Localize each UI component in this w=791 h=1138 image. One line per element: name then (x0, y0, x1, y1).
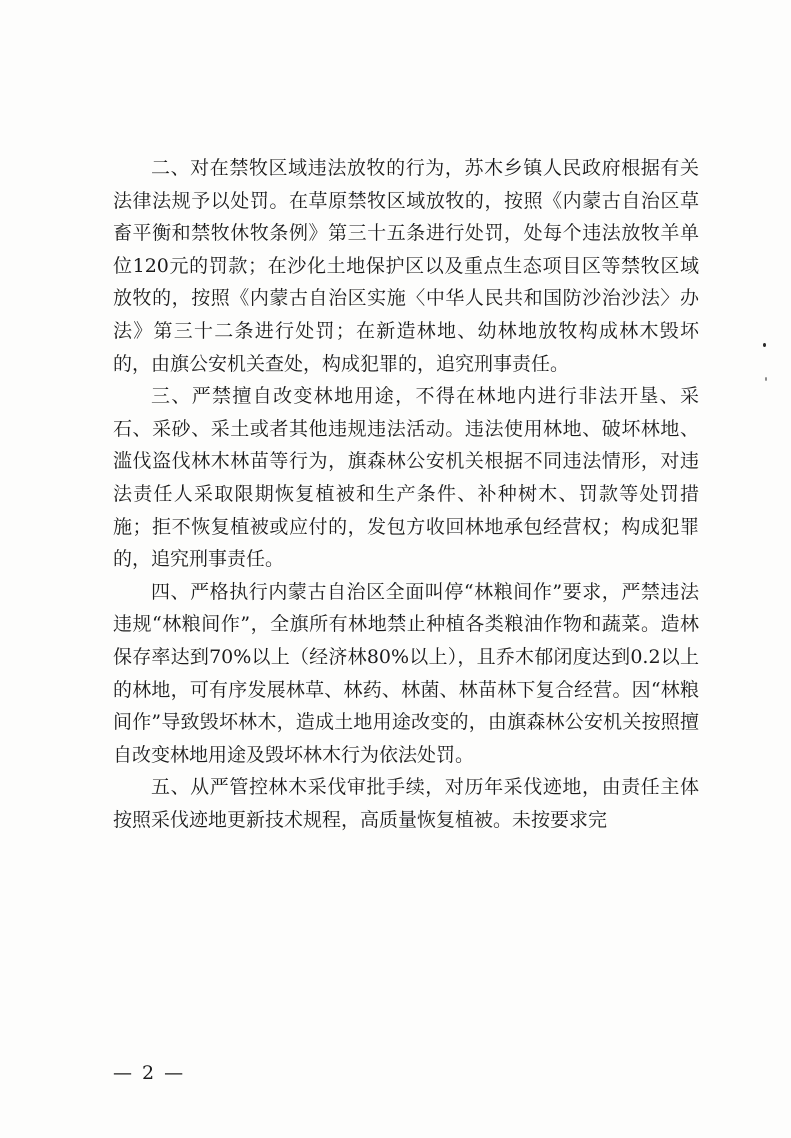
document-body (113, 152, 699, 836)
paragraph-3: 三、严禁擅自改变林地用途，不得在林地内进行非法开垦、采石、采砂、采土或者其他违规违法活动。违法使用林地、破坏林地、滥伐盗伐林木林苗等行为，旗森林公安机关根据不同违法情形，对违法责任人采取限期恢复植被和生产条件、补种树木、罚款等处罚措施；拒不恢复植被或应付的，发包方收回林地承包经营权；构成犯罪的，追究刑事责任。 (113, 385, 699, 571)
page-number: — 2 — (113, 1062, 186, 1084)
scan-speck (765, 377, 767, 381)
paragraph-4: 四、严格执行内蒙古自治区全面叫停“林粮间作”要求，严禁违法违规“林粮间作”，全旗所有林地禁止种植各类粮油作物和蔬菜。造林保存率达到70%以上（经济林80%以上），且乔木郁闭度达到0.2以上的林地，可有序发展林草、林药、林菌、林苗林下复合经营。因“林粮间作”导致毁坏林木，造成土地用途改变的，由旗森林公安机关按照擅自改变林地用途及毁坏林木行为依法处罚。 (113, 580, 699, 766)
paragraph-5: 五、从严管控林木采伐审批手续，对历年采伐迹地，由责任主体按照采伐迹地更新技术规程，高质量恢复植被。未按要求完 (113, 776, 699, 831)
scan-speck (763, 343, 766, 347)
paragraph-2: 二、对在禁牧区域违法放牧的行为，苏木乡镇人民政府根据有关法律法规予以处罚。在草原禁牧区域放牧的，按照《内蒙古自治区草畜平衡和禁牧休牧条例》第三十五条进行处罚，处每个违法放牧羊单位120元的罚款；在沙化土地保护区以及重点生态项目区等禁牧区域放牧的，按照《内蒙古自治区实施〈中华人民共和国防沙治沙法〉办法》第三十二条进行处罚；在新造林地、幼林地放牧构成林木毁坏的，由旗公安机关查处，构成犯罪的，追究刑事责任。 (113, 157, 699, 375)
